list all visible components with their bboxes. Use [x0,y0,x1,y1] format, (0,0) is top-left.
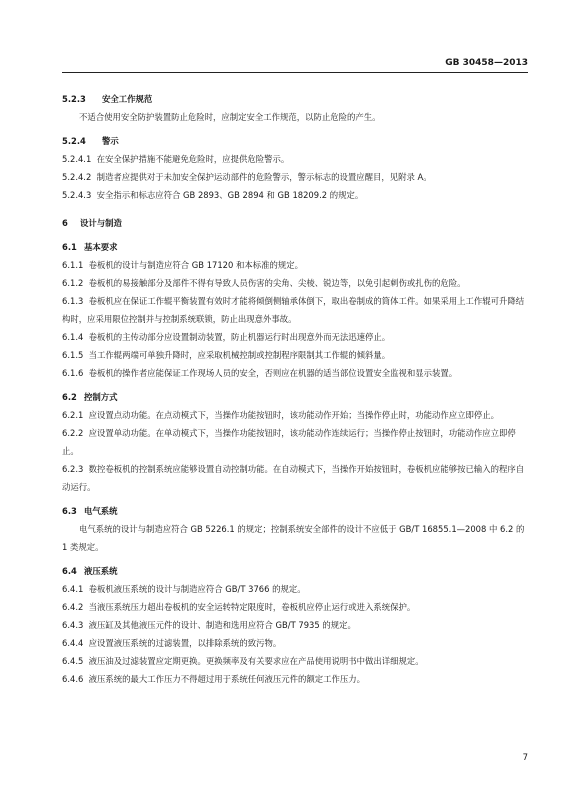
section-heading-6-2 [62,388,528,406]
clause-text: 卷板机液压系统的设计与制造应符合 GB/T 3766 的规定。 [88,584,306,594]
section-heading-5-2-4 [62,132,528,150]
document-code: GB 30458—2013 [445,58,528,68]
clause-text: 液压系统的最大工作压力不得超过用于系统任何液压元件的额定工作压力。 [88,674,366,684]
clause-text: 数控卷板机的控制系统应能够设置自动控制功能。在自动模式下，当操作开始按钮时，卷板机应能够按已输入的程序自动运行。 [62,464,525,492]
clause-list [62,406,528,496]
clause [62,168,528,186]
clause-number: 6.4.2 [62,602,84,612]
clause [62,328,528,346]
clause [62,292,528,328]
clause [62,406,528,424]
paragraph: 不适合使用安全防护装置防止危险时，应制定安全工作规范，以防止危险的产生。 [79,112,381,122]
clause [62,580,528,598]
clause-text: 当液压系统压力超出卷板机的安全运转特定限度时，卷板机应停止运行或进入系统保护。 [88,602,416,612]
clause-text: 在安全保护措施不能避免危险时，应提供危险警示。 [96,154,290,164]
clause-text: 制造者应提供对于未加安全保护运动部件的危险警示，警示标志的设置应醒目，见附录 A。 [96,172,432,182]
clause-list [62,580,528,688]
paragraph: 电气系统的设计与制造应符合 GB 5226.1 的规定；控制系统安全部件的设计不应低于 GB/T 16855.1—2008 中 6.2 的 1 类规定。 [62,524,525,552]
clause-text: 卷板机的主传动部分应设置制动装置，防止机器运行时出现意外而无法迅速停止。 [88,332,391,342]
clause-text: 卷板机的易接触部分及部件不得有导致人员伤害的尖角、尖棱、锐边等，以免引起刺伤或扎伤的危险。 [88,278,466,288]
section-title: 电气系统 [84,506,118,516]
chapter-title: 设计与制造 [80,218,122,228]
clause-number: 6.1.1 [62,260,84,270]
section-heading-5-2-3 [62,90,528,108]
section-number: 5.2.4 [62,136,86,146]
clause [62,274,528,292]
clause-text: 安全指示和标志应符合 GB 2893、GB 2894 和 GB 18209.2 的规定。 [96,190,364,200]
section-title: 基本要求 [84,242,118,252]
header-rule [62,72,528,73]
clause-number: 6.1.4 [62,332,84,342]
clause-number: 5.2.4.3 [62,190,92,200]
clause-number: 6.1.3 [62,296,84,306]
clause-number: 6.1.5 [62,350,84,360]
clause-number: 6.4.3 [62,620,84,630]
clause [62,186,528,204]
clause [62,256,528,274]
clause-number: 6.1.6 [62,368,84,378]
clause [62,634,528,652]
clause-number: 5.2.4.1 [62,154,92,164]
clause-number: 6.2.1 [62,410,84,420]
clause [62,670,528,688]
section-title: 控制方式 [84,392,118,402]
clause [62,346,528,364]
section-number: 6.2 [62,392,77,402]
clause-text: 液压缸及其他液压元件的设计、制造和选用应符合 GB/T 7935 的规定。 [88,620,356,630]
section-number: 5.2.3 [62,94,86,104]
clause-text: 卷板机的设计与制造应符合 GB 17120 和本标准的规定。 [88,260,304,270]
clause-text: 卷板机应在保证工作辊平衡装置有效时才能将倾倒侧轴承体倒下，取出卷制成的筒体工件。如果采用上工作辊可升降结构时，应采用限位控制并与控制系统联锁，防止出现意外事故。 [62,296,525,324]
clause [62,150,528,168]
section-number: 6.4 [62,566,77,576]
clause-text: 应设置点动功能。在点动模式下，当操作功能按钮时，该功能动作开始；当操作停止时，功能动作应立即停止。 [88,410,500,420]
clause-text: 应设置单动功能。在单动模式下，当操作功能按钮时，该功能动作连续运行；当操作停止按钮时，功能动作应立即停止。 [62,428,516,456]
section-title: 安全工作规范 [102,94,153,104]
section-number: 6.1 [62,242,77,252]
clause-number: 6.4.4 [62,638,84,648]
section-heading-6-3 [62,502,528,520]
clause-list [62,256,528,382]
document-body [62,90,528,688]
clause-number: 6.4.6 [62,674,84,684]
clause-text: 当工作辊两端可单独升降时，应采取机械控制或控制程序限制其工作辊的倾斜量。 [88,350,391,360]
clause-number: 6.4.5 [62,656,84,666]
clause-number: 6.4.1 [62,584,84,594]
clause [62,652,528,670]
chapter-number: 6 [62,218,68,228]
clause [62,616,528,634]
section-title: 警示 [102,136,119,146]
clause-text: 液压油及过滤装置应定期更换。更换频率及有关要求应在产品使用说明书中做出详细规定。 [88,656,424,666]
clause-number: 6.1.2 [62,278,84,288]
clause [62,424,528,460]
section-title: 液压系统 [84,566,118,576]
clause-number: 5.2.4.2 [62,172,92,182]
clause [62,364,528,382]
clause-text: 卷板机的操作者应能保证工作现场人员的安全，否则应在机器的适当部位设置安全监视和显示装置。 [88,368,458,378]
page-number: 7 [522,753,528,763]
clause-number: 6.2.2 [62,428,84,438]
clause-number: 6.2.3 [62,464,84,474]
clause-text: 应设置液压系统的过滤装置，以排除系统的致污物。 [88,638,282,648]
chapter-heading-6 [62,214,528,232]
section-heading-6-1 [62,238,528,256]
section-number: 6.3 [62,506,77,516]
clause [62,598,528,616]
clause [62,460,528,496]
clause-list [62,150,528,204]
section-heading-6-4 [62,562,528,580]
